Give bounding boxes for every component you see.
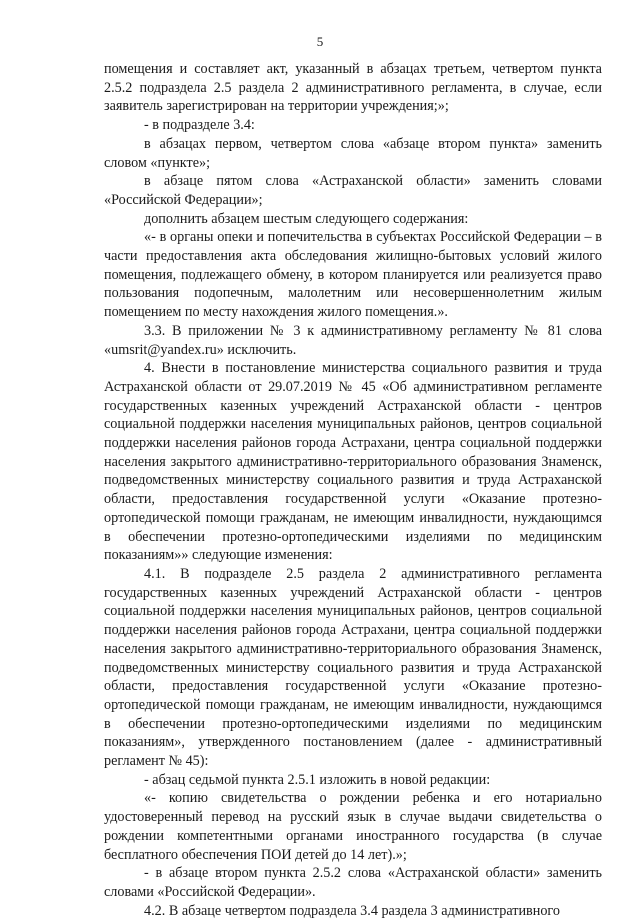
paragraph: «- копию свидетельства о рождении ребенка и его нотариально удостоверенный перевод на русский язык в случае выдачи свидетельства о рождении компетентными органами иностранного государства (в случае бесплатного обеспечения ПОИ детей до 14 лет).»;	[104, 790, 602, 863]
paragraph: - в абзаце втором пункта 2.5.2 слова «Астраханской области» заменить словами «Российской Федерации».	[104, 865, 602, 900]
paragraph: в абзаце пятом слова «Астраханской области» заменить словами «Российской Федерации»;	[104, 173, 602, 208]
paragraph: - в подразделе 3.4:	[144, 117, 255, 134]
paragraph: 3.3. В приложении № 3 к административному регламенту № 81 слова «umsrit@yandex.ru» исключить.	[104, 322, 602, 358]
paragraph: в абзацах первом, четвертом слова «абзаце втором пункта» заменить словом «пункте»;	[104, 135, 602, 171]
paragraph: дополнить абзацем шестым следующего содержания:	[144, 210, 469, 227]
paragraph: 4.1. В подразделе 2.5 раздела 2 административного регламента государственных казенных учреждений Астраханской области - центров социальной поддержки населения муниципальных районов, центров социальной поддержки населения районов города Астрахани, центра социальной поддержки населения закрытого административно-территориального образования Знаменск, подведомственных министерству социального развития и труда Астраханской области, предоставления государственной услуги «Оказание протезно-ортопедической помощи гражданам, не имеющим инвалидности, нуждающимся в обеспечении протезно-ортопедическими изделиями по медицинским показаниям», утвержденного постановлением (далее - административный регламент № 45):	[104, 565, 602, 770]
paragraph: 4. Внести в постановление министерства социального развития и труда Астраханской области от 29.07.2019 № 45 «Об административном регламенте государственных казенных учреждений Астраханской области - центров социальной поддержки населения муниципальных районов, центров социальной поддержки населения районов города Астрахани, центра социальной поддержки населения закрытого административно-территориального образования Знаменск, подведомственных министерству социального развития и труда Астраханской области, предоставления государственной услуги «Оказание протезно-ортопедической помощи гражданам, не имеющим инвалидности, нуждающимся в обеспечении протезно-ортопедическими изделиями по медицинским показаниям»» следующие изменения:	[104, 360, 602, 564]
paragraph: помещения и составляет акт, указанный в абзацах третьем, четвертом пункта 2.5.2 подраздела 2.5 раздела 2 административного регламента, в случае, если заявитель зарегистрирован на территории учреждения;»;	[104, 61, 602, 115]
page-number: 5	[316, 34, 324, 49]
document-body	[104, 60, 602, 920]
paragraph: «- в органы опеки и попечительства в субъектах Российской Федерации – в части предоставления акта обследования жилищно-бытовых условий жилого помещения, подлежащего обмену, в котором планируется или реализуется право пользования подопечным, малолетним или несовершеннолетним жилым помещением по месту нахождения жилого помещения.».	[104, 229, 602, 321]
paragraph: - абзац седьмой пункта 2.5.1 изложить в новой редакции:	[144, 771, 491, 788]
paragraph: 4.2. В абзаце четвертом подраздела 3.4 раздела 3 административного	[144, 902, 560, 919]
